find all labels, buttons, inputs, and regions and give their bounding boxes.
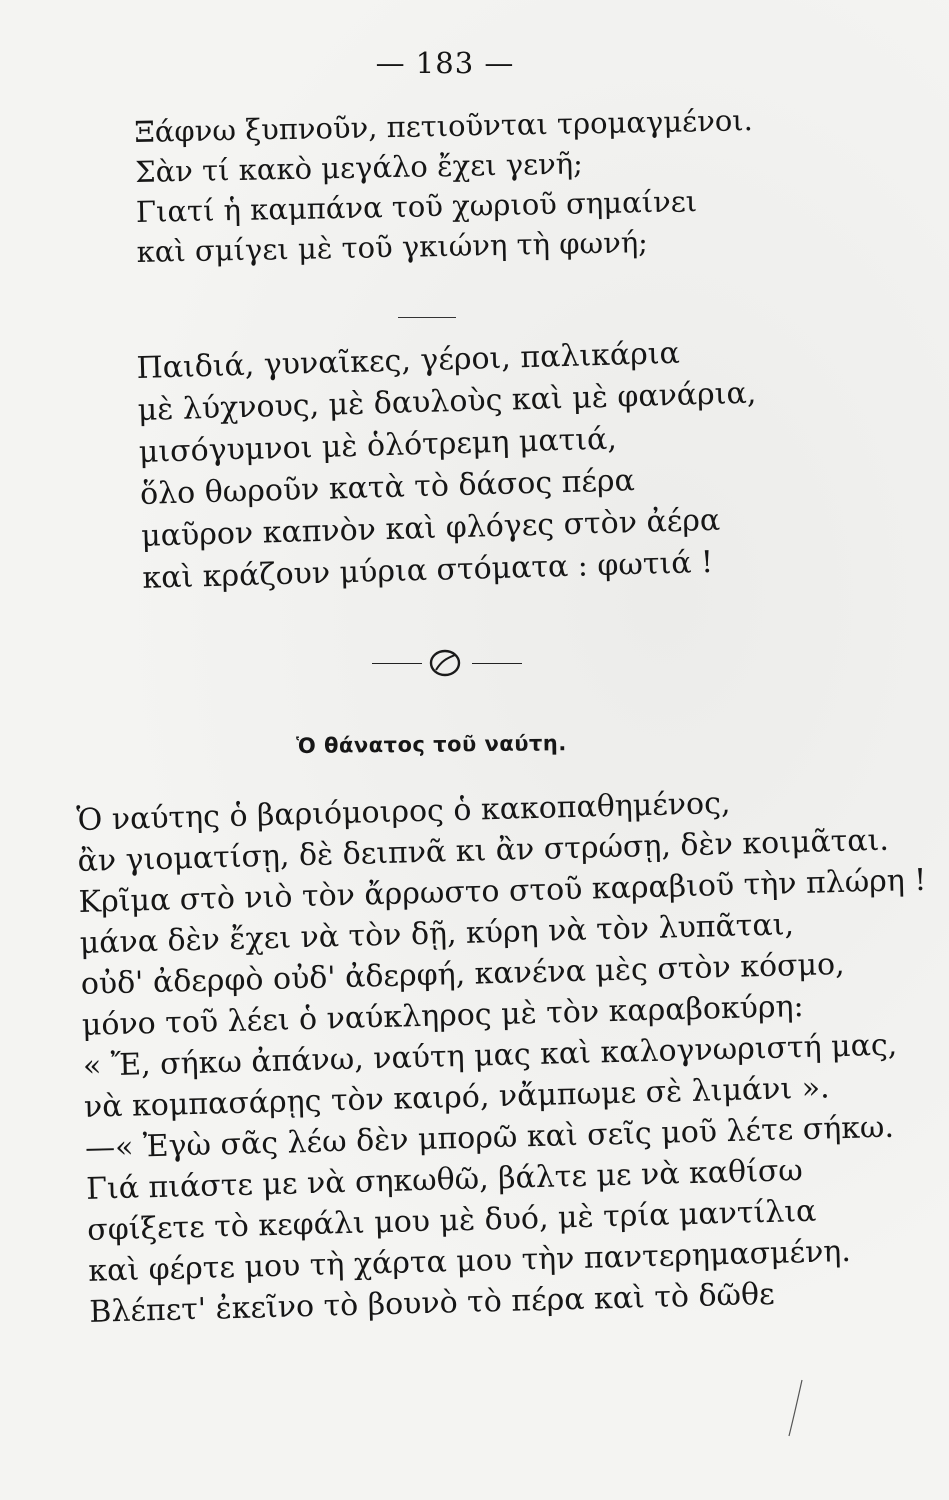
verse-line: μισόγυμνοι μὲ ὁλότρεμη ματιά, (138, 421, 618, 470)
verse-line: νὰ κομπασάρῃς τὸν καιρό, νἄμπωμε σὲ λιμάνι ». (83, 1070, 831, 1125)
poem-title: Ὁ θάνατος τοῦ ναύτη. (296, 731, 567, 758)
verse-line: μαῦρον καπνὸν καὶ φλόγες στὸν ἀέρα (140, 502, 721, 554)
verse-line: καὶ κράζουν μύρια στόματα : φωτιά ! (141, 544, 714, 596)
verse-line: Παιδιά, γυναῖκες, γέροι, παλικάρια (136, 335, 681, 386)
verse-line: καὶ σμίγει μὲ τοῦ γκιώνη τὴ φωνή; (136, 225, 649, 269)
verse-line: Σὰν τί κακὸ μεγάλο ἔχει γενῆ; (134, 146, 584, 189)
pencil-mark (786, 1378, 806, 1438)
verse-line: « Ἔ, σήκω ἀπάνω, ναύτη μας καὶ καλογνωριστή μας, (82, 1027, 898, 1084)
ornament-dash-left (372, 663, 422, 664)
stanza-divider (398, 317, 456, 318)
page-number: — 183 — (375, 46, 515, 80)
verse-line: σφίξετε τὸ κεφάλι μου μὲ δυό, μὲ τρία μαντίλια (86, 1193, 817, 1248)
verse-line: —« Ἐγὼ σᾶς λέω δὲν μπορῶ καὶ σεῖς μοῦ λέτε σήκω. (84, 1109, 895, 1166)
verse-line: Γιά πιάστε με νὰ σηκωθῶ, βάλτε με νὰ καθίσω (85, 1153, 804, 1207)
ornament-scroll-icon (424, 646, 466, 680)
verse-line: Ὁ ναύτης ὁ βαριόμοιρος ὁ κακοπαθημένος, (76, 785, 731, 838)
section-ornament (372, 646, 522, 680)
verse-line: Γιατί ἡ καμπάνα τοῦ χωριοῦ σημαίνει (135, 184, 698, 229)
verse-line: ὅλο θωροῦν κατὰ τὸ δάσος πέρα (139, 463, 636, 512)
stanza-3 (76, 778, 938, 1333)
verse-line: μάνα δὲν ἔχει νὰ τὸν δῇ, κύρη νὰ τὸν λυπᾶται, (79, 907, 795, 961)
verse-line: μὲ λύχνους, μὲ δαυλοὺς καὶ μὲ φανάρια, (137, 375, 757, 428)
verse-line: Ξάφνω ξυπνοῦν, πετιοῦνται τρομαγμένοι. (134, 103, 754, 149)
ornament-dash-right (472, 663, 522, 664)
stanza-2 (136, 331, 762, 600)
verse-line: οὐδ' ἀδερφὸ οὐδ' ἀδερφή, κανένα μὲς στὸν κόσμο, (80, 946, 846, 1002)
verse-line: μόνο τοῦ λέει ὁ ναύκληρος μὲ τὸν καραβοκύρη: (81, 989, 805, 1043)
stanza-1 (134, 100, 755, 272)
verse-line: Κρῖμα στὸ νιὸ τὸν ἄρρωστο στοῦ καραβιοῦ τὴν πλώρη ! (78, 862, 927, 920)
verse-line: Βλέπετ' ἐκεῖνο τὸ βουνὸ τὸ πέρα καὶ τὸ δῶθε (88, 1276, 776, 1330)
verse-line: καὶ φέρτε μου τὴ χάρτα μου τὴν παντερημασμένη. (87, 1233, 852, 1289)
verse-line: ἂν γιοματίσῃ, δὲ δειπνᾶ κι ἂν στρώσῃ, δὲν κοιμᾶται. (77, 822, 890, 879)
